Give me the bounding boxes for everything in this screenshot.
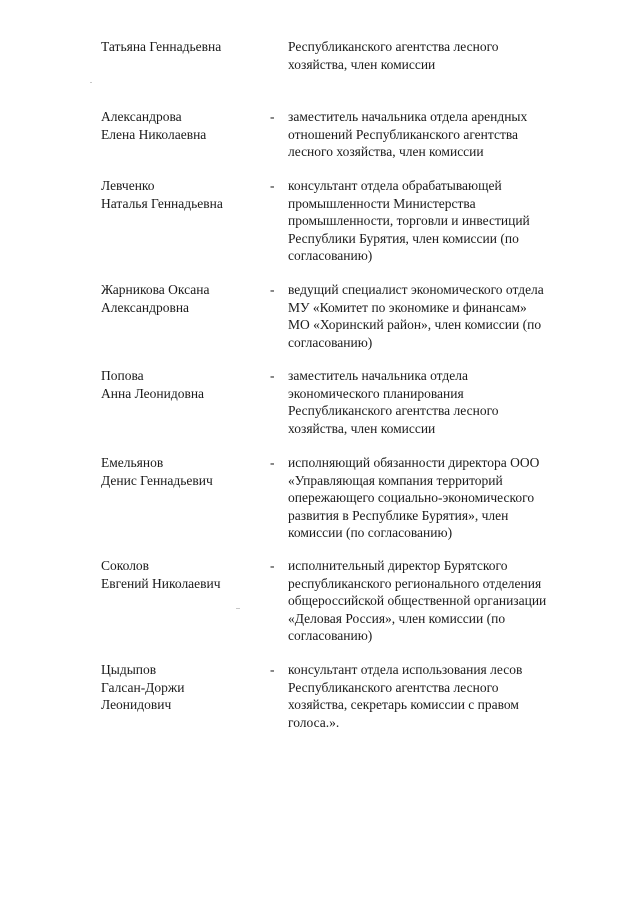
scan-speck — [236, 608, 240, 609]
member-dash: - — [270, 558, 275, 573]
member-name: Левченко Наталья Геннадьевна — [101, 178, 223, 211]
member-dash: - — [270, 282, 275, 297]
member-name: Жарникова Оксана Александровна — [101, 282, 210, 315]
member-dash: - — [270, 368, 275, 383]
member-dash: - — [270, 109, 275, 124]
member-role: исполняющий обязанности директора ООО «Управляющая компания территорий опережающего социально-экономического развития в Республике Бурятия», член комиссии (по согласованию) — [288, 455, 540, 540]
member-role: консультант отдела использования лесов Республиканского агентства лесного хозяйства, секретарь комиссии с правом голоса.». — [288, 662, 523, 730]
member-name: Цыдыпов Галсан-Доржи Леонидович — [101, 662, 185, 712]
member-name: Александрова Елена Николаевна — [101, 109, 207, 142]
member-name: Емельянов Денис Геннадьевич — [101, 455, 213, 488]
scan-speck — [90, 82, 92, 83]
member-role: заместитель начальника отдела арендных отношений Республиканского агентства лесного хозяйства, член комиссии — [288, 109, 528, 159]
member-dash: - — [270, 455, 275, 470]
member-role: консультант отдела обрабатывающей промышленности Министерства промышленности, торговли и инвестиций Республики Бурятия, член комиссии (по согласованию) — [288, 178, 530, 263]
member-role: заместитель начальника отдела экономического планирования Республиканского агентства лесного хозяйства, член комиссии — [288, 368, 499, 436]
member-name: Попова Анна Леонидовна — [101, 368, 205, 401]
member-role: Республиканского агентства лесного хозяйства, член комиссии — [288, 39, 499, 72]
member-role: ведущий специалист экономического отдела МУ «Комитет по экономике и финансам» МО «Хоринский район», член комиссии (по согласованию) — [288, 282, 544, 350]
member-name: Соколов Евгений Николаевич — [101, 558, 221, 591]
member-name: Татьяна Геннадьевна — [101, 39, 222, 54]
member-dash: - — [270, 178, 275, 193]
member-role: исполнительный директор Бурятского республиканского регионального отделения общероссийской общественной организации «Деловая Россия», член комиссии (по согласованию) — [288, 558, 547, 643]
member-dash: - — [270, 662, 275, 677]
